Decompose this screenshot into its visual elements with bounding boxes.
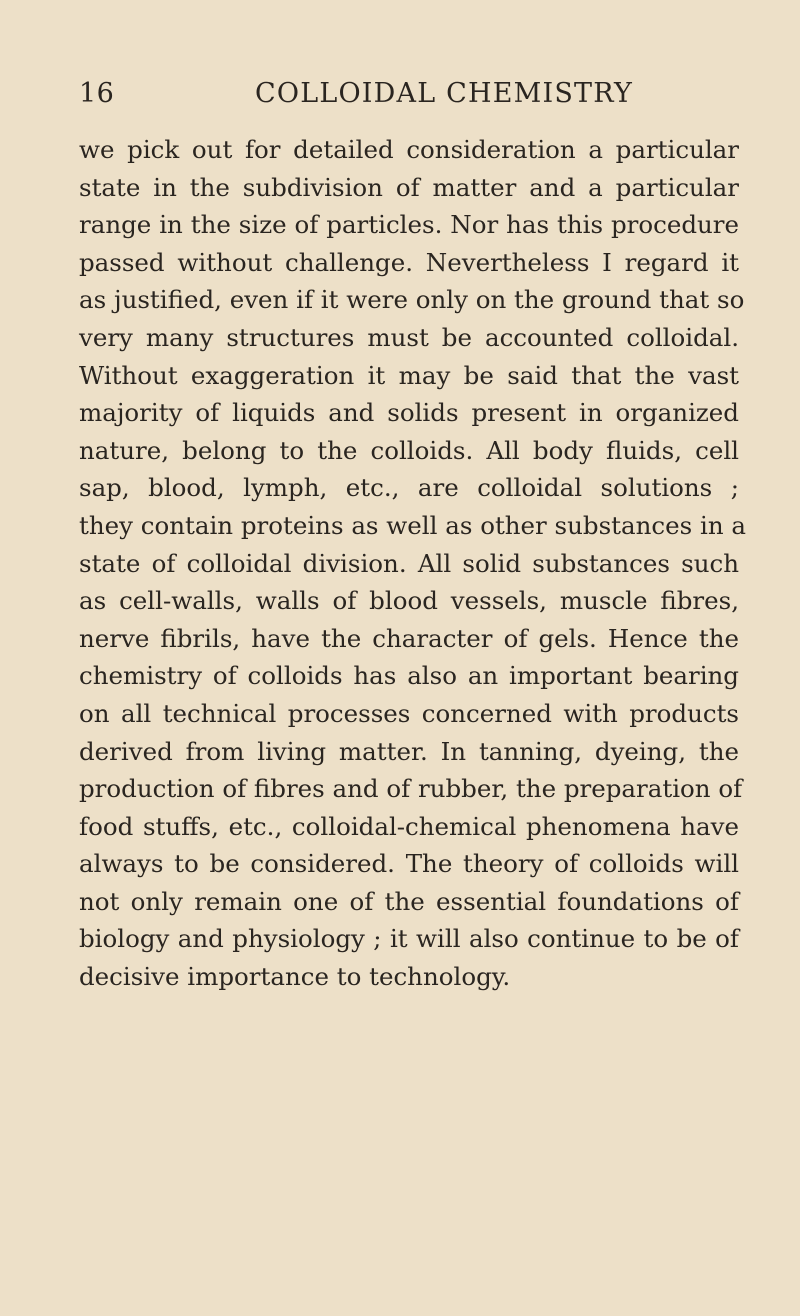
text-line: they contain proteins as well as other substances in a: [79, 510, 746, 540]
text-line: biology and physiology ; it will also continue to be of: [79, 924, 739, 954]
text-line: as cell-walls, walls of blood vessels, muscle fibres,: [79, 586, 739, 616]
page-number: 16: [79, 78, 115, 109]
text-line: derived from living matter. In tanning, dyeing, the: [79, 736, 739, 766]
text-line: passed without challenge. Nevertheless I regard it: [79, 247, 739, 277]
text-line: not only remain one of the essential foundations of: [79, 886, 739, 916]
text-line: state in the subdivision of matter and a particular: [79, 172, 739, 202]
text-line: production of fibres and of rubber, the preparation of: [79, 774, 743, 804]
running-header: [79, 78, 739, 114]
text-line: on all technical processes concerned with products: [79, 698, 739, 728]
text-line: nerve fibrils, have the character of gels. Hence the: [79, 623, 739, 653]
text-line: we pick out for detailed consideration a particular: [79, 135, 739, 164]
text-line: range in the size of particles. Nor has this procedure: [79, 210, 739, 240]
text-line: Without exaggeration it may be said that the vast: [79, 360, 739, 390]
text-line: as justified, even if it were only on the ground that so: [79, 285, 745, 315]
text-line: chemistry of colloids has also an important bearing: [79, 661, 739, 691]
text-line: decisive importance to technology.: [79, 962, 511, 992]
text-line: food stuffs, etc., colloidal-chemical phenomena have: [79, 811, 739, 841]
text-line: sap, blood, lymph, etc., are colloidal solutions ;: [79, 473, 739, 503]
text-line: nature, belong to the colloids. All body fluids, cell: [79, 435, 739, 465]
text-line: state of colloidal division. All solid substances such: [79, 548, 739, 578]
text-line: very many structures must be accounted colloidal.: [79, 322, 739, 352]
text-line: majority of liquids and solids present in organized: [79, 398, 739, 428]
body-paragraph: [79, 131, 746, 996]
running-title: COLLOIDAL CHEMISTRY: [255, 78, 633, 109]
text-line: always to be considered. The theory of colloids will: [79, 849, 739, 879]
